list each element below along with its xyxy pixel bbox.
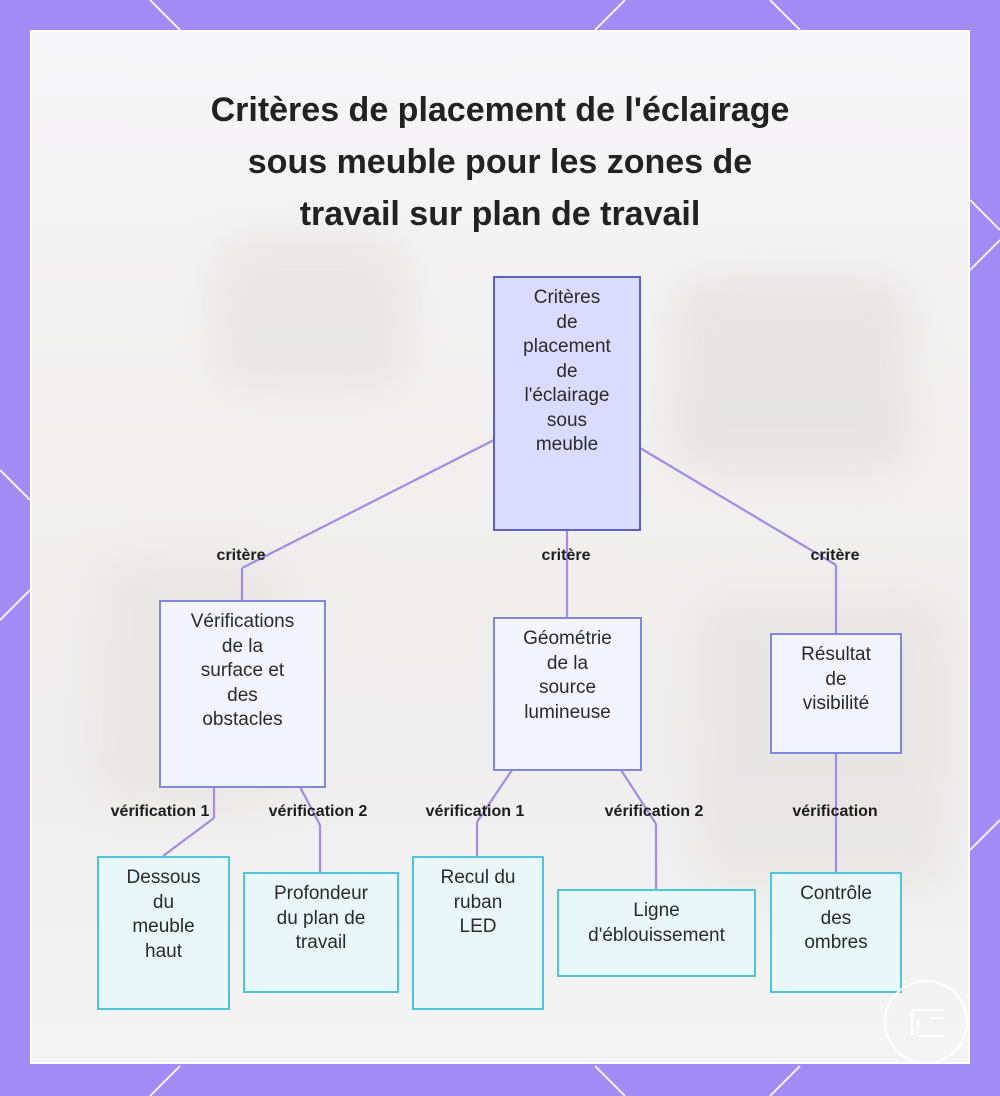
node-text: l'éclairage: [524, 385, 610, 406]
node-text: visibilité: [802, 693, 870, 714]
node-glare-line: [557, 889, 756, 977]
node-text: sous: [546, 409, 588, 431]
edge-label: critère: [541, 547, 591, 564]
title-line: travail sur plan de travail: [299, 195, 701, 233]
node-text: Recul du: [440, 867, 516, 888]
edge-label: critère: [810, 547, 860, 564]
node-surface-checks: [159, 600, 326, 788]
node-light-geometry: [493, 617, 642, 771]
node-text: de la: [546, 652, 589, 674]
node-text: de: [556, 360, 578, 382]
node-text: haut: [145, 940, 182, 962]
edge-label: vérification 1: [110, 803, 210, 820]
node-worktop-depth: [243, 872, 399, 993]
node-text: meuble: [535, 434, 599, 455]
node-text: placement: [523, 336, 611, 357]
node-text: surface et: [200, 660, 285, 681]
node-root: [493, 276, 641, 531]
node-text: obstacles: [202, 709, 283, 730]
node-text: de: [825, 668, 847, 690]
node-text: meuble: [132, 916, 195, 937]
node-text: travail: [295, 932, 347, 953]
node-text: Contrôle: [800, 883, 872, 904]
edge-label: vérification 2: [268, 803, 368, 820]
edge-label: vérification: [792, 803, 878, 820]
node-visibility-result: [770, 633, 902, 754]
logo-badge-icon: [884, 980, 968, 1064]
title-line: Critères de placement de l'éclairage: [210, 91, 790, 129]
edge-label: critère: [216, 547, 266, 564]
node-upper-cabinet-underside: [97, 856, 230, 1010]
node-text: ombres: [804, 932, 868, 953]
node-text: du: [152, 891, 175, 913]
node-shadow-check: [770, 872, 902, 993]
connector-left-leaf1: [163, 818, 214, 856]
node-text: Résultat: [801, 644, 871, 665]
node-text: Ligne: [633, 900, 680, 921]
node-text: Profondeur: [273, 883, 368, 904]
node-text: de la: [221, 635, 264, 657]
node-text: des: [820, 907, 852, 929]
node-text: lumineuse: [524, 701, 611, 723]
connector-root-right: [640, 448, 836, 565]
node-text: Géométrie: [523, 628, 612, 649]
node-text: de: [556, 311, 578, 333]
node-text: Critères: [533, 287, 601, 308]
connector-root-left: [242, 440, 494, 568]
node-led-strip-setback: [412, 856, 544, 1010]
node-text: Vérifications: [190, 611, 295, 632]
node-text: d'éblouissement: [588, 924, 725, 946]
node-text: des: [227, 684, 258, 706]
edge-label: vérification 2: [604, 803, 704, 820]
edge-label: vérification 1: [425, 803, 525, 820]
node-text: ruban: [453, 891, 503, 913]
node-text: source: [538, 677, 597, 698]
node-text: du plan de: [276, 907, 366, 929]
node-text: LED: [459, 916, 497, 937]
node-text: Dessous: [126, 867, 201, 888]
title-line: sous meuble pour les zones de: [247, 143, 753, 181]
